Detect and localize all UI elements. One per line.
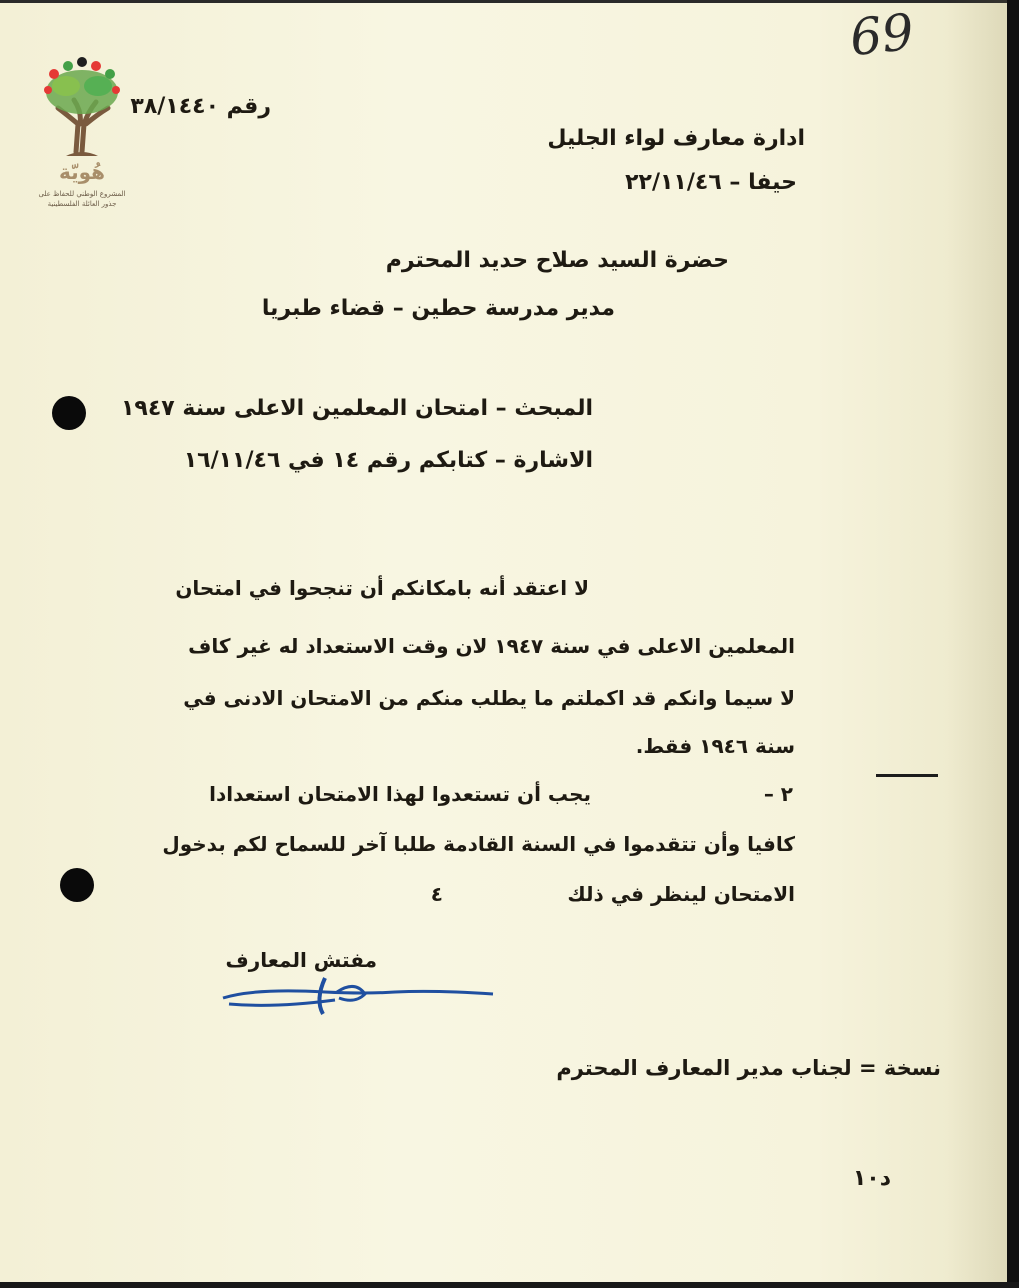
body-line-3: لا سيما وانكم قد اكملتم ما يطلب منكم من الامتحان الادنى في [183, 686, 795, 710]
signature-icon [215, 970, 505, 1020]
scan-border-bottom [0, 1282, 1019, 1288]
reference-line: الاشارة – كتابكم رقم ١٤ في ١٦/١١/٤٦ [183, 448, 593, 473]
body-line-6: كافيا وأن تتقدموا في السنة القادمة طلبا آخر للسماح لكم بدخول [162, 832, 795, 856]
scan-border-right [1007, 0, 1019, 1288]
subject-line: المبحث – امتحان المعلمين الاعلى سنة ١٩٤٧ [120, 396, 593, 421]
point-two-number: ٢ – [763, 782, 793, 806]
place-and-date: حيفا – ٢٢/١١/٤٦ [625, 170, 797, 195]
family-tree-icon [36, 52, 128, 162]
punch-hole-bottom [60, 868, 94, 902]
body-line-7: الامتحان لينظر في ذلك [567, 882, 795, 906]
issuing-office: ادارة معارف لواء الجليل [547, 126, 805, 151]
punch-hole-top [52, 396, 86, 430]
body-line-2: المعلمين الاعلى في سنة ١٩٤٧ لان وقت الاستعداد له غير كاف [188, 634, 795, 658]
addressee-name: حضرة السيد صلاح حديد المحترم [385, 248, 729, 273]
margin-dash [876, 774, 938, 777]
reference-number: رقم ٣٨/١٤٤٠ [130, 94, 271, 119]
logo-caption-line1: المشروع الوطني للحفاظ على [38, 190, 126, 198]
body-line-1: لا اعتقد أنه بامكانكم أن تنجحوا في امتحان [175, 576, 589, 600]
page-number: 69 [847, 2, 917, 68]
scan-border-top [0, 0, 1019, 3]
signatory-title: مفتش المعارف [225, 948, 377, 972]
body-line-5: يجب أن تستعدوا لهذا الامتحان استعدادا [209, 782, 591, 806]
body-line-7-tail: ٤ [430, 882, 443, 906]
body-line-4: سنة ١٩٤٦ فقط. [635, 734, 795, 758]
paper-edge-stain [947, 0, 1007, 1288]
logo-wordmark: هُويّة [58, 160, 106, 184]
logo-caption-line2: جذور العائلة الفلسطينية [47, 200, 117, 208]
footer-code: د١٠ [852, 1166, 891, 1191]
watermark-logo [36, 52, 128, 216]
copy-to-line: نسخة = لجناب مدير المعارف المحترم [556, 1056, 941, 1080]
addressee-title: مدير مدرسة حطين – قضاء طبريا [261, 296, 615, 321]
